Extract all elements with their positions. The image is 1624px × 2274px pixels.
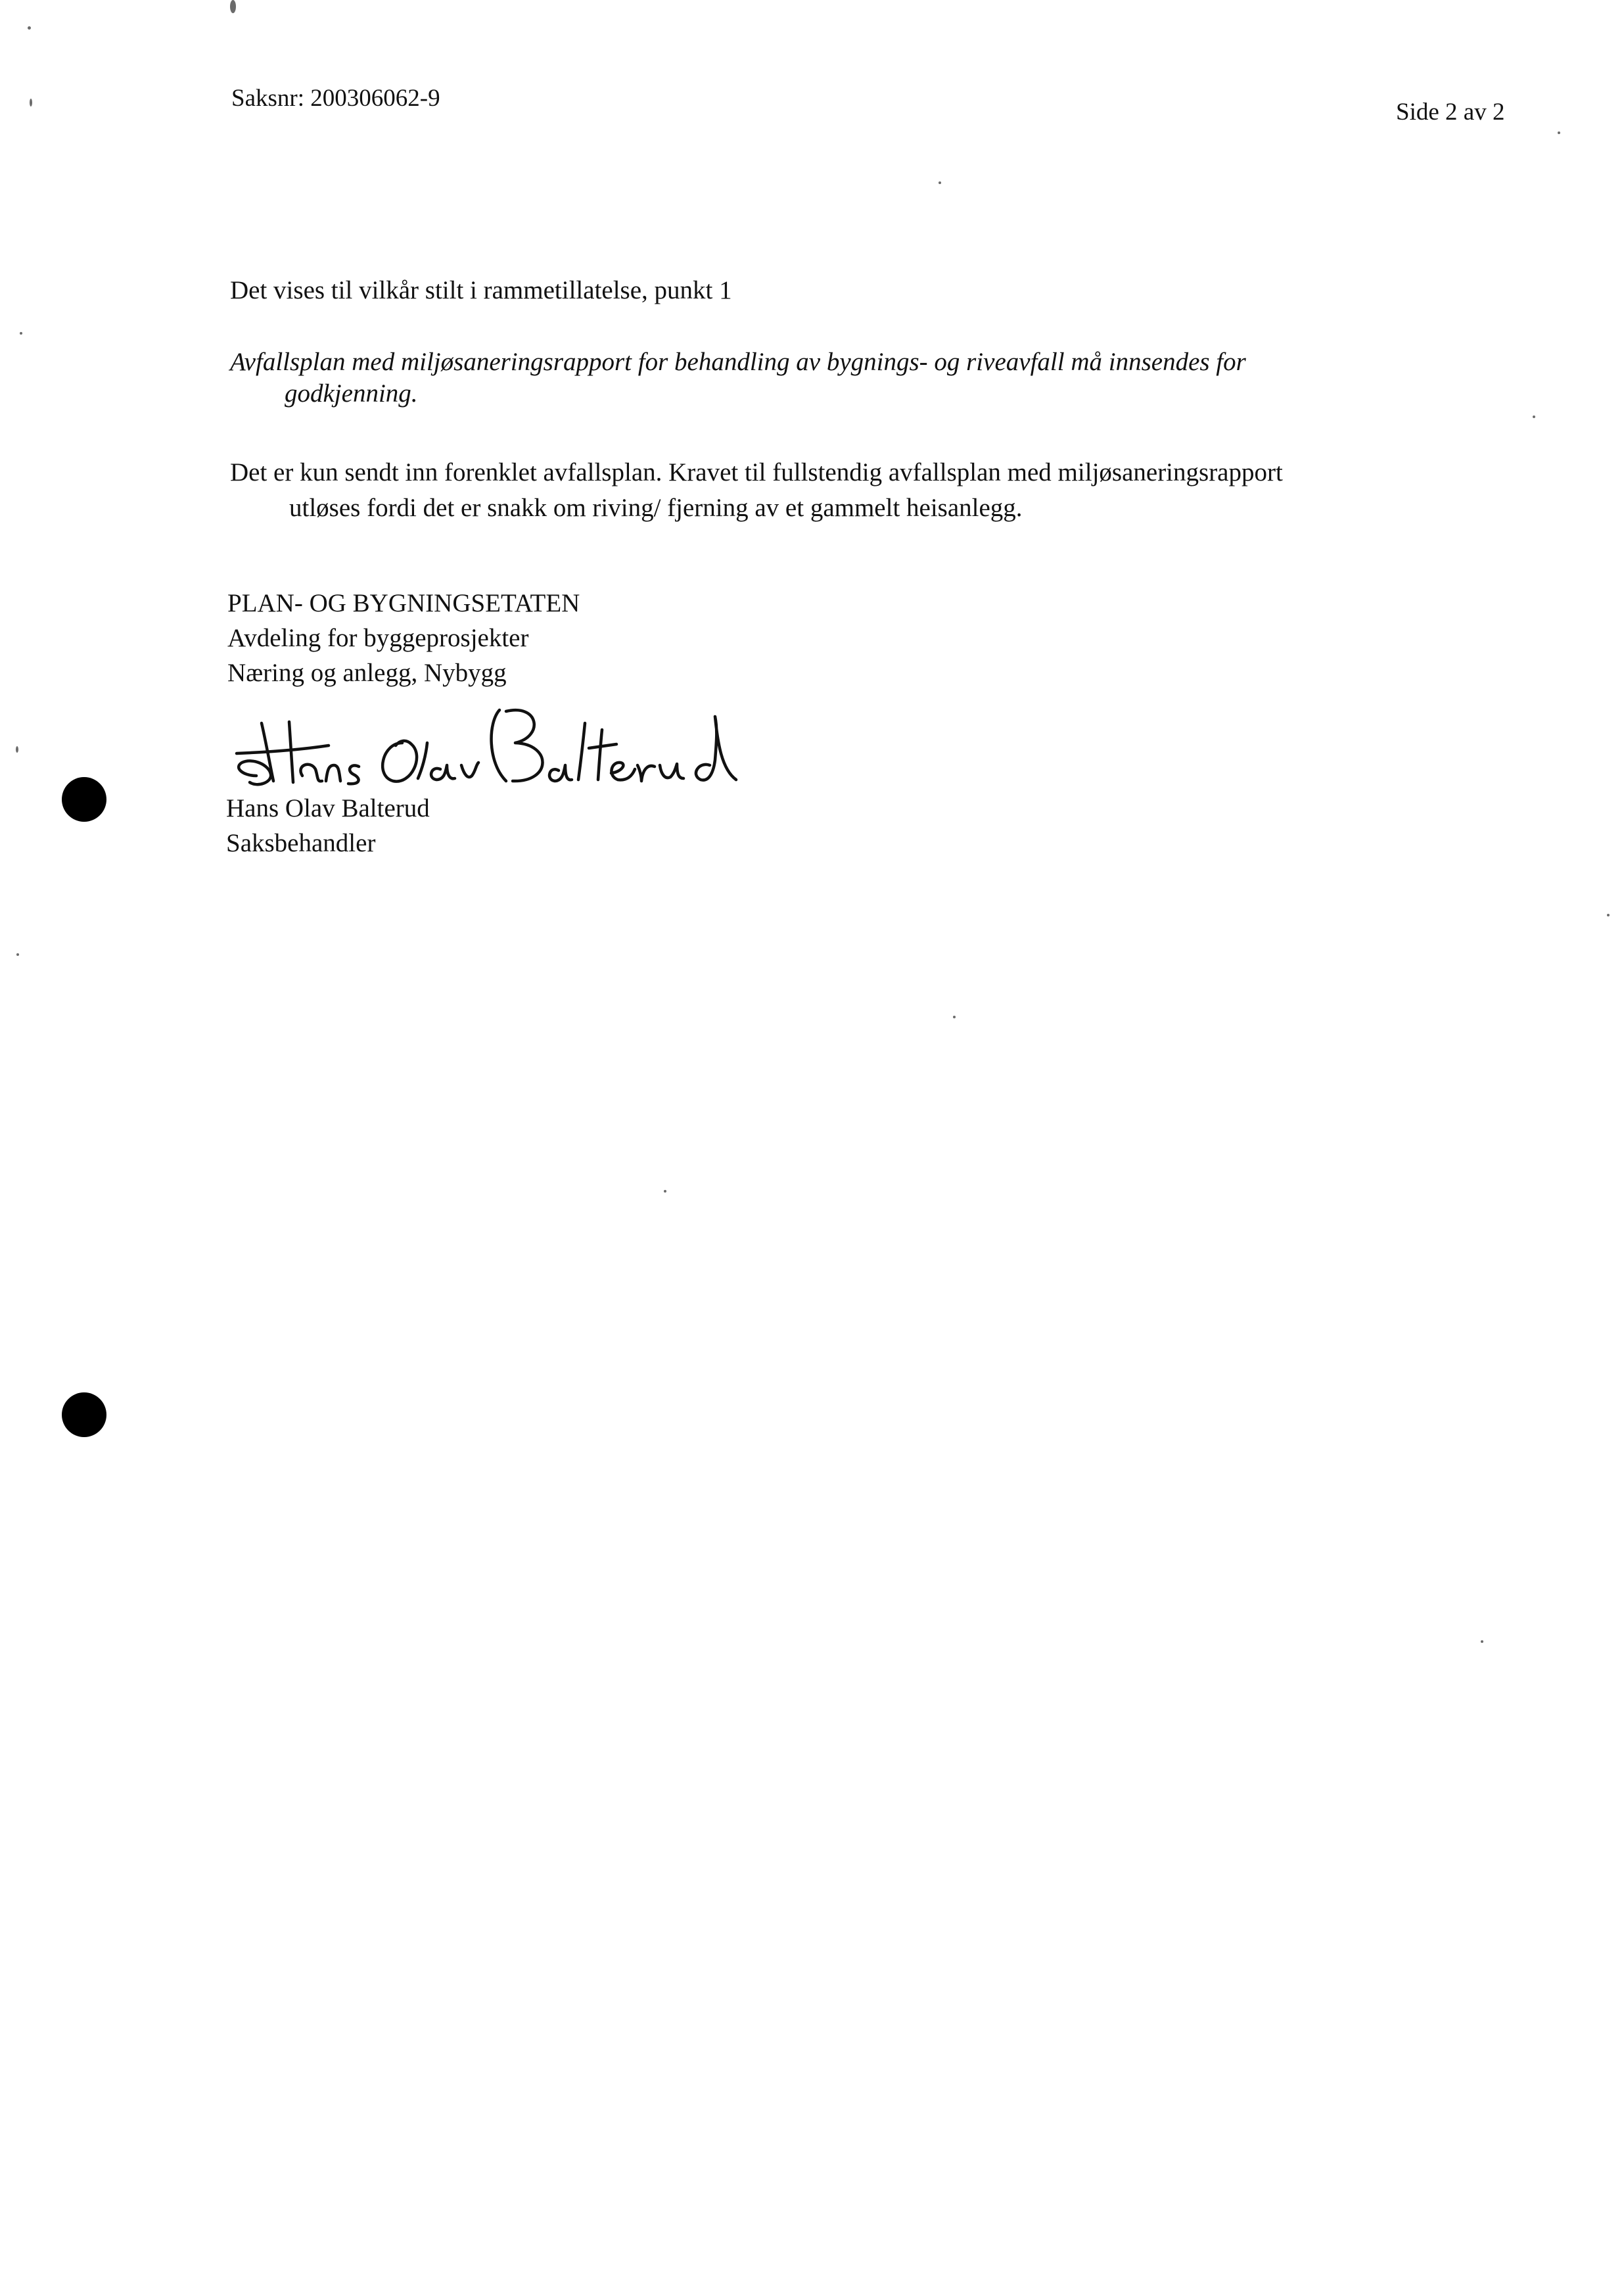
case-number: Saksnr: 200306062-9 (231, 85, 440, 112)
scan-speck (20, 332, 22, 335)
punch-hole (62, 1392, 106, 1437)
condition-quote-line-2: godkjenning. (285, 379, 418, 408)
intro-paragraph: Det vises til vilkår stilt i rammetillatelse, punkt 1 (230, 276, 732, 304)
remark-paragraph-line-2: utløses fordi det er snakk om riving/ fjerning av et gammelt heisanlegg. (289, 494, 1023, 522)
signer-name: Hans Olav Balterud (226, 794, 430, 822)
scan-speck (939, 181, 941, 184)
scan-speck (30, 99, 32, 107)
scan-speck (1481, 1640, 1483, 1643)
scan-speck (1558, 131, 1560, 134)
condition-quote-line-1: Avfallsplan med miljøsaneringsrapport for behandling av bygnings- og riveavfall må innsendes for (230, 348, 1246, 376)
scan-speck (16, 746, 18, 753)
scan-speck (1607, 914, 1610, 916)
scan-speck (230, 0, 236, 13)
agency-name: PLAN- OG BYGNINGSETATEN (227, 589, 580, 617)
scan-speck (28, 26, 31, 30)
scan-speck (1533, 415, 1535, 418)
scan-speck (16, 953, 19, 956)
scan-speck (953, 1016, 956, 1018)
signer-role: Saksbehandler (226, 829, 376, 857)
punch-hole (62, 777, 106, 822)
remark-paragraph-line-1: Det er kun sendt inn forenklet avfallsplan. Kravet til fullstendig avfallsplan med miljøsaneringsrapport (230, 458, 1283, 486)
section-name: Næring og anlegg, Nybygg (227, 659, 507, 687)
scan-speck (664, 1190, 666, 1193)
page-indicator: Side 2 av 2 (1396, 99, 1505, 126)
department-name: Avdeling for byggeprosjekter (227, 624, 529, 652)
